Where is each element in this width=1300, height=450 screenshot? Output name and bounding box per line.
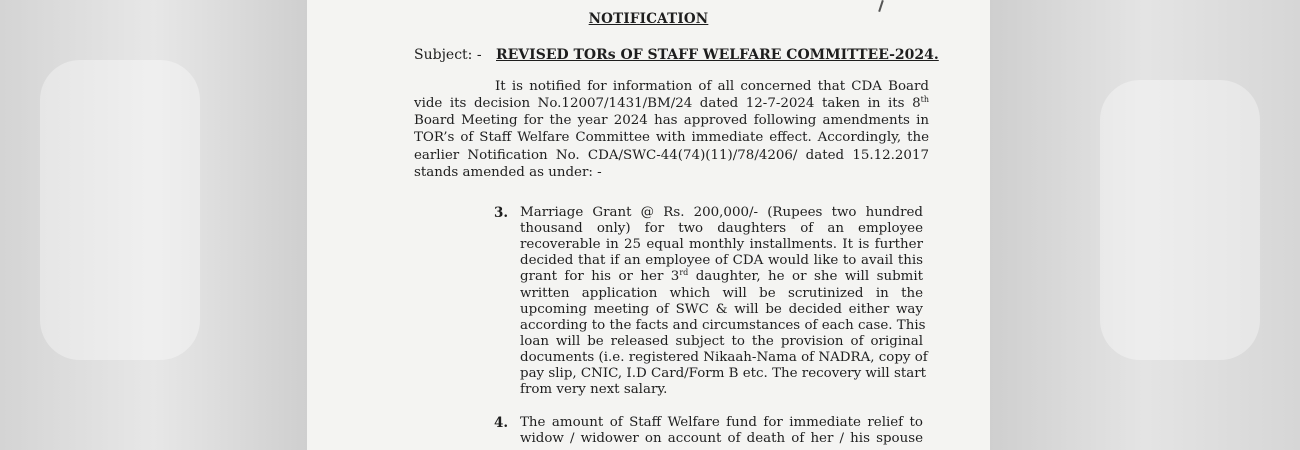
item-4-line-2: widow / widower on account of death of her / his spouse xyxy=(520,431,923,446)
background-right xyxy=(990,0,1300,450)
item-4-line-1: The amount of Staff Welfare fund for immediate relief to xyxy=(520,415,923,430)
intro-line-2: vide its decision No.12007/1431/BM/24 dated 12-7-2024 taken in its 8th xyxy=(414,95,929,111)
item-3-line-8: according to the facts and circumstances of each case. This xyxy=(520,318,926,333)
item-3-line-3: recoverable in 25 equal monthly installments. It is further xyxy=(520,237,923,252)
item-3-line-9: loan will be released subject to the provision of original xyxy=(520,334,923,349)
item-3-line-1: Marriage Grant @ Rs. 200,000/- (Rupees two hundred xyxy=(520,205,923,220)
intro-line-5: earlier Notification No. CDA/SWC-44(74)(11)/78/4206/ dated 15.12.2017 xyxy=(414,148,929,163)
item-4-number: 4. xyxy=(494,415,509,431)
item-3-line-11: pay slip, CNIC, I.D Card/Form B etc. The recovery will start xyxy=(520,366,926,381)
intro-line-3: Board Meeting for the year 2024 has approved following amendments in xyxy=(414,113,929,128)
document-title: NOTIFICATION xyxy=(588,11,709,27)
background-left xyxy=(0,0,307,450)
subject-text: REVISED TORs OF STAFF WELFARE COMMITTEE-2024. xyxy=(496,47,939,63)
intro-line-4: TOR’s of Staff Welfare Committee with immediate effect. Accordingly, the xyxy=(414,130,929,145)
item-3-line-6: written application which will be scrutinized in the xyxy=(520,286,923,301)
item-3-line-2: thousand only) for two daughters of an employee xyxy=(520,221,923,236)
subject-label: Subject: - xyxy=(414,47,482,63)
notification-document xyxy=(307,0,990,450)
item-3-line-12: from very next salary. xyxy=(520,382,668,397)
item-3-line-10: documents (i.e. registered Nikaah-Nama of NADRA, copy of xyxy=(520,350,928,365)
item-3-number: 3. xyxy=(494,205,509,221)
item-3-line-5: grant for his or her 3rd daughter, he or she will submit xyxy=(520,268,923,284)
item-3-line-7: upcoming meeting of SWC & will be decided either way xyxy=(520,302,923,317)
intro-line-6: stands amended as under: - xyxy=(414,165,602,180)
intro-line-1: It is notified for information of all concerned that CDA Board xyxy=(495,79,929,94)
item-3-line-4: decided that if an employee of CDA would like to avail this xyxy=(520,253,923,268)
